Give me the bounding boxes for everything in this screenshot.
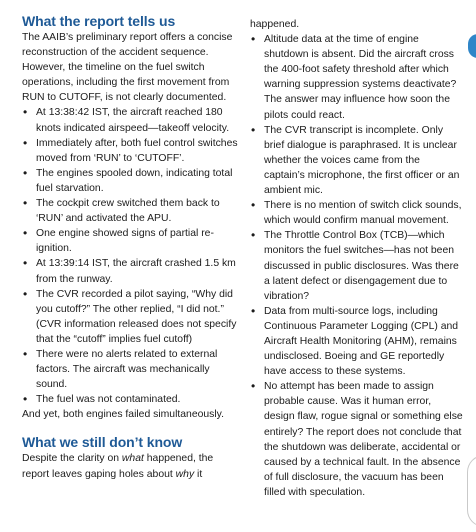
list-item: • At 13:38:42 IST, the aircraft reached 180 knots indicated airspeed—takeoff velocity. <box>22 105 240 135</box>
list-item: • There were no alerts related to external factors. The aircraft was mechanically sound. <box>22 347 240 392</box>
outro-paragraph <box>22 451 240 481</box>
list-item: • The CVR recorded a pilot saying, “Why did you cutoff?” The other replied, “I did not.” (CVR information released does not specify that the “cutoff” implies fuel cutoff) <box>22 287 240 347</box>
outro-text-end: it <box>194 468 203 480</box>
closing-paragraph: And yet, both engines failed simultaneously. <box>22 409 224 421</box>
unknowns-list <box>250 32 463 500</box>
list-item: • At 13:39:14 IST, the aircraft crashed 1.5 km from the runway. <box>22 256 240 286</box>
right-column <box>250 17 463 500</box>
outro-text-middle: happened, the report leaves gaping holes about <box>22 453 214 480</box>
list-item: • No attempt has been made to assign probable cause. Was it human error, design flaw, rogue signal or something else entirely? The report does not conclude that the shutdown was deliberate, accidental or caused by a technical fault. In the absence of full disclosure, the vacuum has been filled with speculation. <box>250 379 463 500</box>
left-column <box>22 12 240 482</box>
intro-paragraph: The AAIB’s preliminary report offers a concise reconstruction of the accident sequence. However, the timeline on the fuel switch operations, including the first movement from RUN to CUTOFF, is not clearly documented. <box>22 32 233 104</box>
list-item: • The Throttle Control Box (TCB)—which monitors the fuel switches—has not been discussed in public disclosures. Was there a latent defect or disengagement due to vibration? <box>250 228 463 303</box>
list-item: • Data from multi-source logs, including Continuous Parameter Logging (CPL) and Aircraft Health Monitoring (AHM), remains undisclosed. Boeing and GE reportedly have access to these systems. <box>250 304 463 379</box>
list-item: • Immediately after, both fuel control switches moved from ‘RUN’ to ‘CUTOFF’. <box>22 136 240 166</box>
list-item: • The CVR transcript is incomplete. Only brief dialogue is paraphrased. It is unclear whether the voices came from the captain’s microphone, the first officer or an ambient mic. <box>250 123 463 198</box>
section-heading-report: What the report tells us <box>22 13 176 29</box>
outro-text-start: Despite the clarity on <box>22 453 122 465</box>
list-item: • One engine showed signs of partial re-ignition. <box>22 226 240 256</box>
list-item: • The fuel was not contaminated. <box>22 392 240 407</box>
list-item: • The engines spooled down, indicating total fuel starvation. <box>22 166 240 196</box>
list-item: • Altitude data at the time of engine shutdown is absent. Did the aircraft cross the 400-foot safety threshold after which warning suppression systems deactivate? The answer may influence how soon the pilots could react. <box>250 32 463 123</box>
continuation-text: happened. <box>250 19 300 30</box>
list-item: • The cockpit crew switched them back to ‘RUN’ and activated the APU. <box>22 196 240 226</box>
list-item: • There is no mention of switch click sounds, which would confirm manual movement. <box>250 198 463 228</box>
outro-emphasis-what: what <box>121 453 144 465</box>
page-edge-ring <box>467 455 476 527</box>
facts-list <box>22 105 240 407</box>
section-heading-unknowns: What we still don’t know <box>22 434 183 451</box>
outro-emphasis-why: why <box>175 468 195 480</box>
page-edge-tab <box>468 34 476 58</box>
